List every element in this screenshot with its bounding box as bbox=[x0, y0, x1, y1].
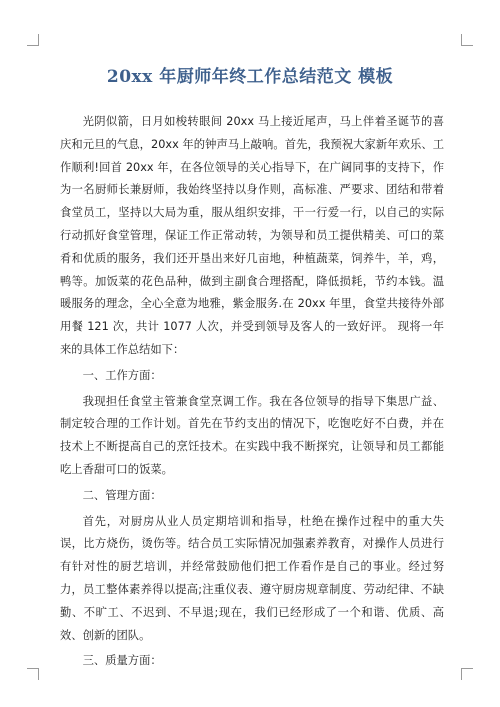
crop-mark-bottom-right-v bbox=[461, 668, 462, 680]
crop-mark-bottom-left-v bbox=[38, 668, 39, 680]
section-heading-quality: 三、质量方面： bbox=[82, 654, 162, 668]
intro-paragraph: 光阴似箭，日月如梭转眼间 20xx 马上接近尾声，马上伴着圣诞节的喜庆和元旦的气息，20xx 年的钟声马上敲响。首先，我预祝大家新年欢乐、工作顺利!回首 20xx 年，在各位领导的关心指导下，在广阔同事的支持下，作为一名厨师长兼厨师，我始终坚持以身作则，高标准、严要求、团结和带着食堂员工，坚持以大局为重，服从组织安排，干一行爱一行，以自己的实际行动抓好食堂管理，保证工作正常动转，为领导和员工提供精美、可口的菜肴和优质的服务，我们还开垦出来好几亩地，种植蔬菜，饲养牛，羊，鸡，鸭等。加饭菜的花色品种，做到主副食合理搭配，降低损耗，节约本钱。温暖服务的理念，全心全意为地雅，紫金服务.在 20xx 年里，食堂共接待外部用餐 121 次，共计 1077 人次，并受到领导及客人的一致好评。 现将一年来的具体工作总结如下： bbox=[60, 115, 444, 356]
document-body bbox=[60, 111, 444, 676]
crop-mark-top-left-v bbox=[38, 34, 39, 46]
crop-mark-top-right-h bbox=[461, 45, 473, 46]
crop-mark-top-right-v bbox=[461, 34, 462, 46]
section-heading-work: 一、工作方面： bbox=[82, 368, 162, 382]
crop-mark-bottom-right-h bbox=[461, 668, 473, 669]
document-title: 20xx 年厨师年终工作总结范文 模板 bbox=[106, 67, 394, 87]
section-heading-management: 二、管理方面： bbox=[82, 488, 162, 502]
management-paragraph: 首先，对厨房从业人员定期培训和指导，杜绝在操作过程中的重大失误，比方烧伤，烫伤等。结合员工实际情况加强素养教育，对操作人员进行有针对性的厨艺培训，并经常鼓励他们把工作看作是自己的事业。经过努力，员工整体素养得以提高;注重仪表、遵守厨房规章制度、劳动纪律、不缺勤、不旷工、不迟到、不早退;现在，我们已经形成了一个和谐、优质、高效、创新的团队。 bbox=[60, 514, 444, 642]
work-paragraph: 我现担任食堂主管兼食堂烹调工作。我在各位领导的指导下集思广益、制定较合理的工作计划。首先在节约支出的情况下，吃饱吃好不白费，并在技术上不断提高自己的烹饪技术。在实践中我不断探究，让领导和员工都能吃上香甜可口的饭菜。 bbox=[60, 394, 444, 476]
